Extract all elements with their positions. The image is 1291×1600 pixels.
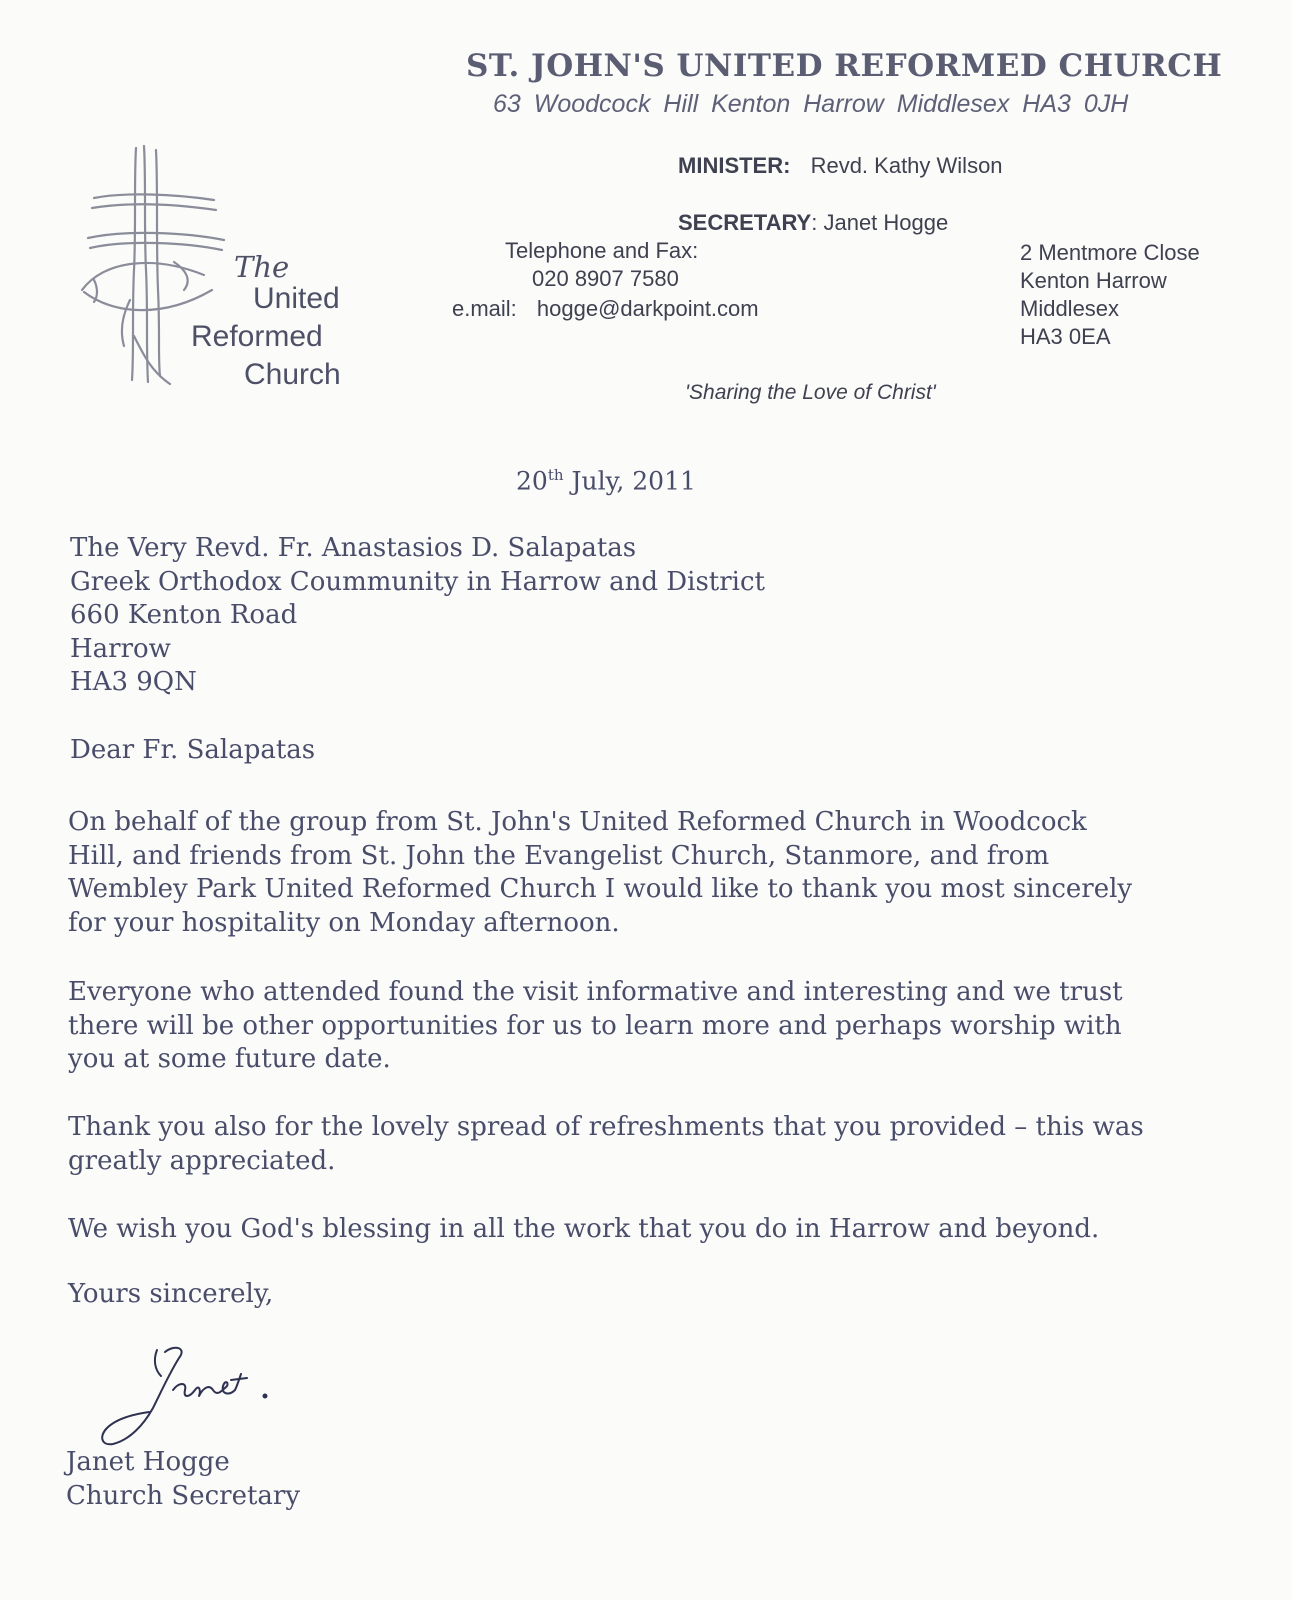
recipient-line: Harrow	[70, 633, 171, 664]
church-name: ST. JOHN'S UNITED REFORMED CHURCH	[466, 48, 1223, 84]
signatory-name: Janet Hogge	[66, 1447, 230, 1477]
church-address: 63 Woodcock Hill Kenton Harrow Middlesex HA3 0JH	[493, 90, 1129, 118]
paragraph-line: On behalf of the group from St. John's United Reformed Church in Woodcock	[68, 807, 1087, 837]
secretary-address-line: Kenton Harrow	[1020, 268, 1167, 293]
logo-text-reformed: Reformed	[191, 320, 323, 353]
letter-date	[516, 466, 696, 495]
signature-image	[95, 1340, 285, 1450]
signatory-title: Church Secretary	[66, 1481, 301, 1511]
email-address: hogge@darkpoint.com	[536, 296, 759, 321]
telephone-label: Telephone and Fax:	[505, 238, 699, 263]
recipient-line: 660 Kenton Road	[70, 600, 298, 630]
secretary-label: SECRETARY	[678, 210, 812, 235]
secretary-address-line: 2 Mentmore Close	[1020, 240, 1200, 265]
paragraph-line: Wembley Park United Reformed Church I would like to thank you most sincerely	[68, 874, 1133, 904]
logo-text-church: Church	[244, 358, 341, 391]
secretary-name: : Janet Hogge	[811, 210, 949, 235]
minister-label: MINISTER:	[678, 153, 791, 178]
secretary-address-line: HA3 0EA	[1020, 324, 1111, 349]
logo-text-united: United	[253, 282, 340, 315]
recipient-address	[70, 532, 765, 700]
minister-name: Revd. Kathy Wilson	[810, 153, 1003, 178]
recipient-line: HA3 9QN	[70, 667, 197, 697]
paragraph-line: We wish you God's blessing in all the work that you do in Harrow and beyond.	[68, 1214, 1100, 1244]
recipient-line: Greek Orthodox Coummunity in Harrow and District	[70, 566, 766, 597]
email-label: e.mail:	[452, 296, 517, 321]
paragraph-line: you at some future date.	[68, 1044, 391, 1074]
minister-line	[678, 153, 1003, 179]
paragraph-line: for your hospitality on Monday afternoon.	[68, 907, 620, 938]
paragraph-line: Thank you also for the lovely spread of refreshments that you provided – this was	[68, 1112, 1144, 1142]
salutation: Dear Fr. Salapatas	[70, 735, 316, 765]
paragraph-line: Everyone who attended found the visit informative and interesting and we trust	[68, 977, 1123, 1007]
body-paragraph	[68, 806, 1132, 940]
secretary-address-line: Middlesex	[1020, 296, 1120, 321]
email-line	[452, 296, 759, 322]
church-motto: 'Sharing the Love of Christ'	[685, 381, 936, 404]
recipient-line: The Very Revd. Fr. Anastasios D. Salapatas	[70, 533, 637, 563]
body-paragraph	[68, 1213, 1099, 1247]
paragraph-line: there will be other opportunities for us to learn more and perhaps worship with	[68, 1010, 1122, 1041]
telephone-number: 020 8907 7580	[532, 266, 679, 291]
closing: Yours sincerely,	[68, 1279, 274, 1309]
logo-text-the: The	[234, 250, 290, 284]
secretary-line	[678, 210, 948, 236]
body-paragraph	[68, 976, 1123, 1077]
date-suffix: th	[547, 466, 564, 484]
date-rest: July, 2011	[563, 466, 696, 496]
paragraph-line: Hill, and friends from St. John the Evangelist Church, Stanmore, and from	[68, 840, 1050, 871]
date-day: 20	[516, 466, 548, 496]
paragraph-line: greatly appreciated.	[68, 1145, 336, 1176]
body-paragraph	[68, 1111, 1144, 1178]
